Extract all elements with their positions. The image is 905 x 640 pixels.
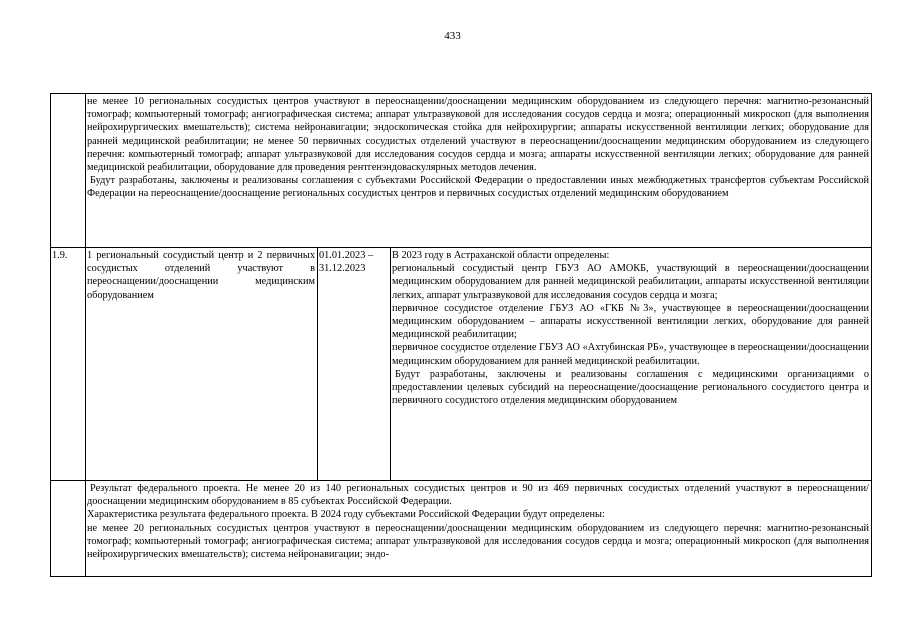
description-paragraph: первичное сосудистое отделение ГБУЗ АО «Ахтубинская РБ», участвующее в переоснащении/дооснащении медицинским оборудованием для ранней медицинской реабилитации. — [392, 342, 869, 367]
row-top-text-cell — [86, 94, 872, 248]
row-top-number-cell — [51, 94, 86, 248]
date-end: 31.12.2023 — [319, 263, 366, 275]
row-top-paragraph: Будут разработаны, заключены и реализованы соглашения с субъектами Российской Федерации о предоставлении иных межбюджетных трансфертов субъектам Российской Федерации на переоснащение/дооснащение региональных сосудистых центров и первичных сосудистых отделений медицинским оборудованием — [87, 175, 869, 200]
table-row-1-9 — [51, 248, 872, 481]
plan-table — [50, 93, 872, 577]
result-paragraph: не менее 20 региональных сосудистых центров участвуют в переоснащении/дооснащении медицинским оборудованием из следующего перечня: магнитно-резонансный томограф; компьютерный томограф; ангиографическая система; аппарат ультразвуковой для исследования сосудов сердца и мозга; операционный микроскоп (для выполнения нейрохирургических вмешательств); система нейронавигации; эндо- — [87, 522, 869, 561]
description-paragraph: первичное сосудистое отделение ГБУЗ АО «ГКБ №3», участвующее в переоснащении/дооснащении медицинским оборудованием – аппараты искусственной вентиляции легких, оборудование для ранней медицинской реабилитации; — [392, 302, 869, 341]
row-dates — [318, 248, 391, 481]
description-paragraph: региональный сосудистый центр ГБУЗ АО АМОКБ, участвующий в переоснащении/дооснащении медицинским оборудованием для ранней медицинской реабилитации, аппараты искусственной вентиляции легких, аппарат ультразвуковой для исследования сосудов сердца и мозга; — [392, 263, 869, 301]
table-row-bottom — [51, 481, 872, 577]
row-title: 1 региональный сосудистый центр и 2 первичных сосудистых отделений участвуют в переоснащении/дооснащении медицинским оборудованием — [86, 248, 318, 481]
result-paragraph: Характеристика результата федерального проекта. В 2024 году субъектами Российской Федерации будут определены: — [87, 509, 605, 521]
description-paragraph: Будут разработаны, заключены и реализованы соглашения с медицинскими организациями о предоставлении целевых субсидий на переоснащение/дооснащение регионального сосудистого центра и первичного сосудистого отделения медицинским оборудованием — [392, 368, 869, 407]
row-bottom-text-cell — [86, 481, 872, 577]
table-row-top — [51, 94, 872, 248]
page-number: 433 — [444, 30, 461, 42]
description-paragraph: В 2023 году в Астраханской области определены: — [392, 250, 610, 261]
date-start: 01.01.2023 – — [319, 250, 374, 261]
result-paragraph: Результат федерального проекта. Не менее 20 из 140 региональных сосудистых центров и 90 из 469 первичных сосудистых отделений участвуют в переоснащении/дооснащении медицинским оборудованием в 85 субъектах Российской Федерации. — [87, 483, 869, 508]
row-top-paragraph: не менее 10 региональных сосудистых центров участвуют в переоснащении/дооснащении медицинским оборудованием из следующего перечня: магнитно-резонансный томограф; компьютерный томограф; ангиографическая система; аппарат ультразвуковой для исследования сосудов сердца и мозга; операционный микроскоп (для выполнения нейрохирургических вмешательств); система нейронавигации; эндоскопическая стойка для нейрохирургии; аппараты искусственной вентиляции легких; оборудование для ранней медицинской реабилитации; не менее 50 первичных сосудистых отделений участвуют в переоснащении/дооснащении медицинским оборудованием из следующего перечня: компьютерный томограф; аппарат ультразвуковой для исследования сосудов сердца и мозга; аппараты искусственной вентиляции легких; оборудование для ранней медицинской реабилитации, оборудование для проведения рентгенэндоваскулярных методов лечения. — [87, 96, 869, 174]
row-bottom-number-cell — [51, 481, 86, 577]
row-number: 1.9. — [51, 248, 86, 481]
row-description — [391, 248, 872, 481]
